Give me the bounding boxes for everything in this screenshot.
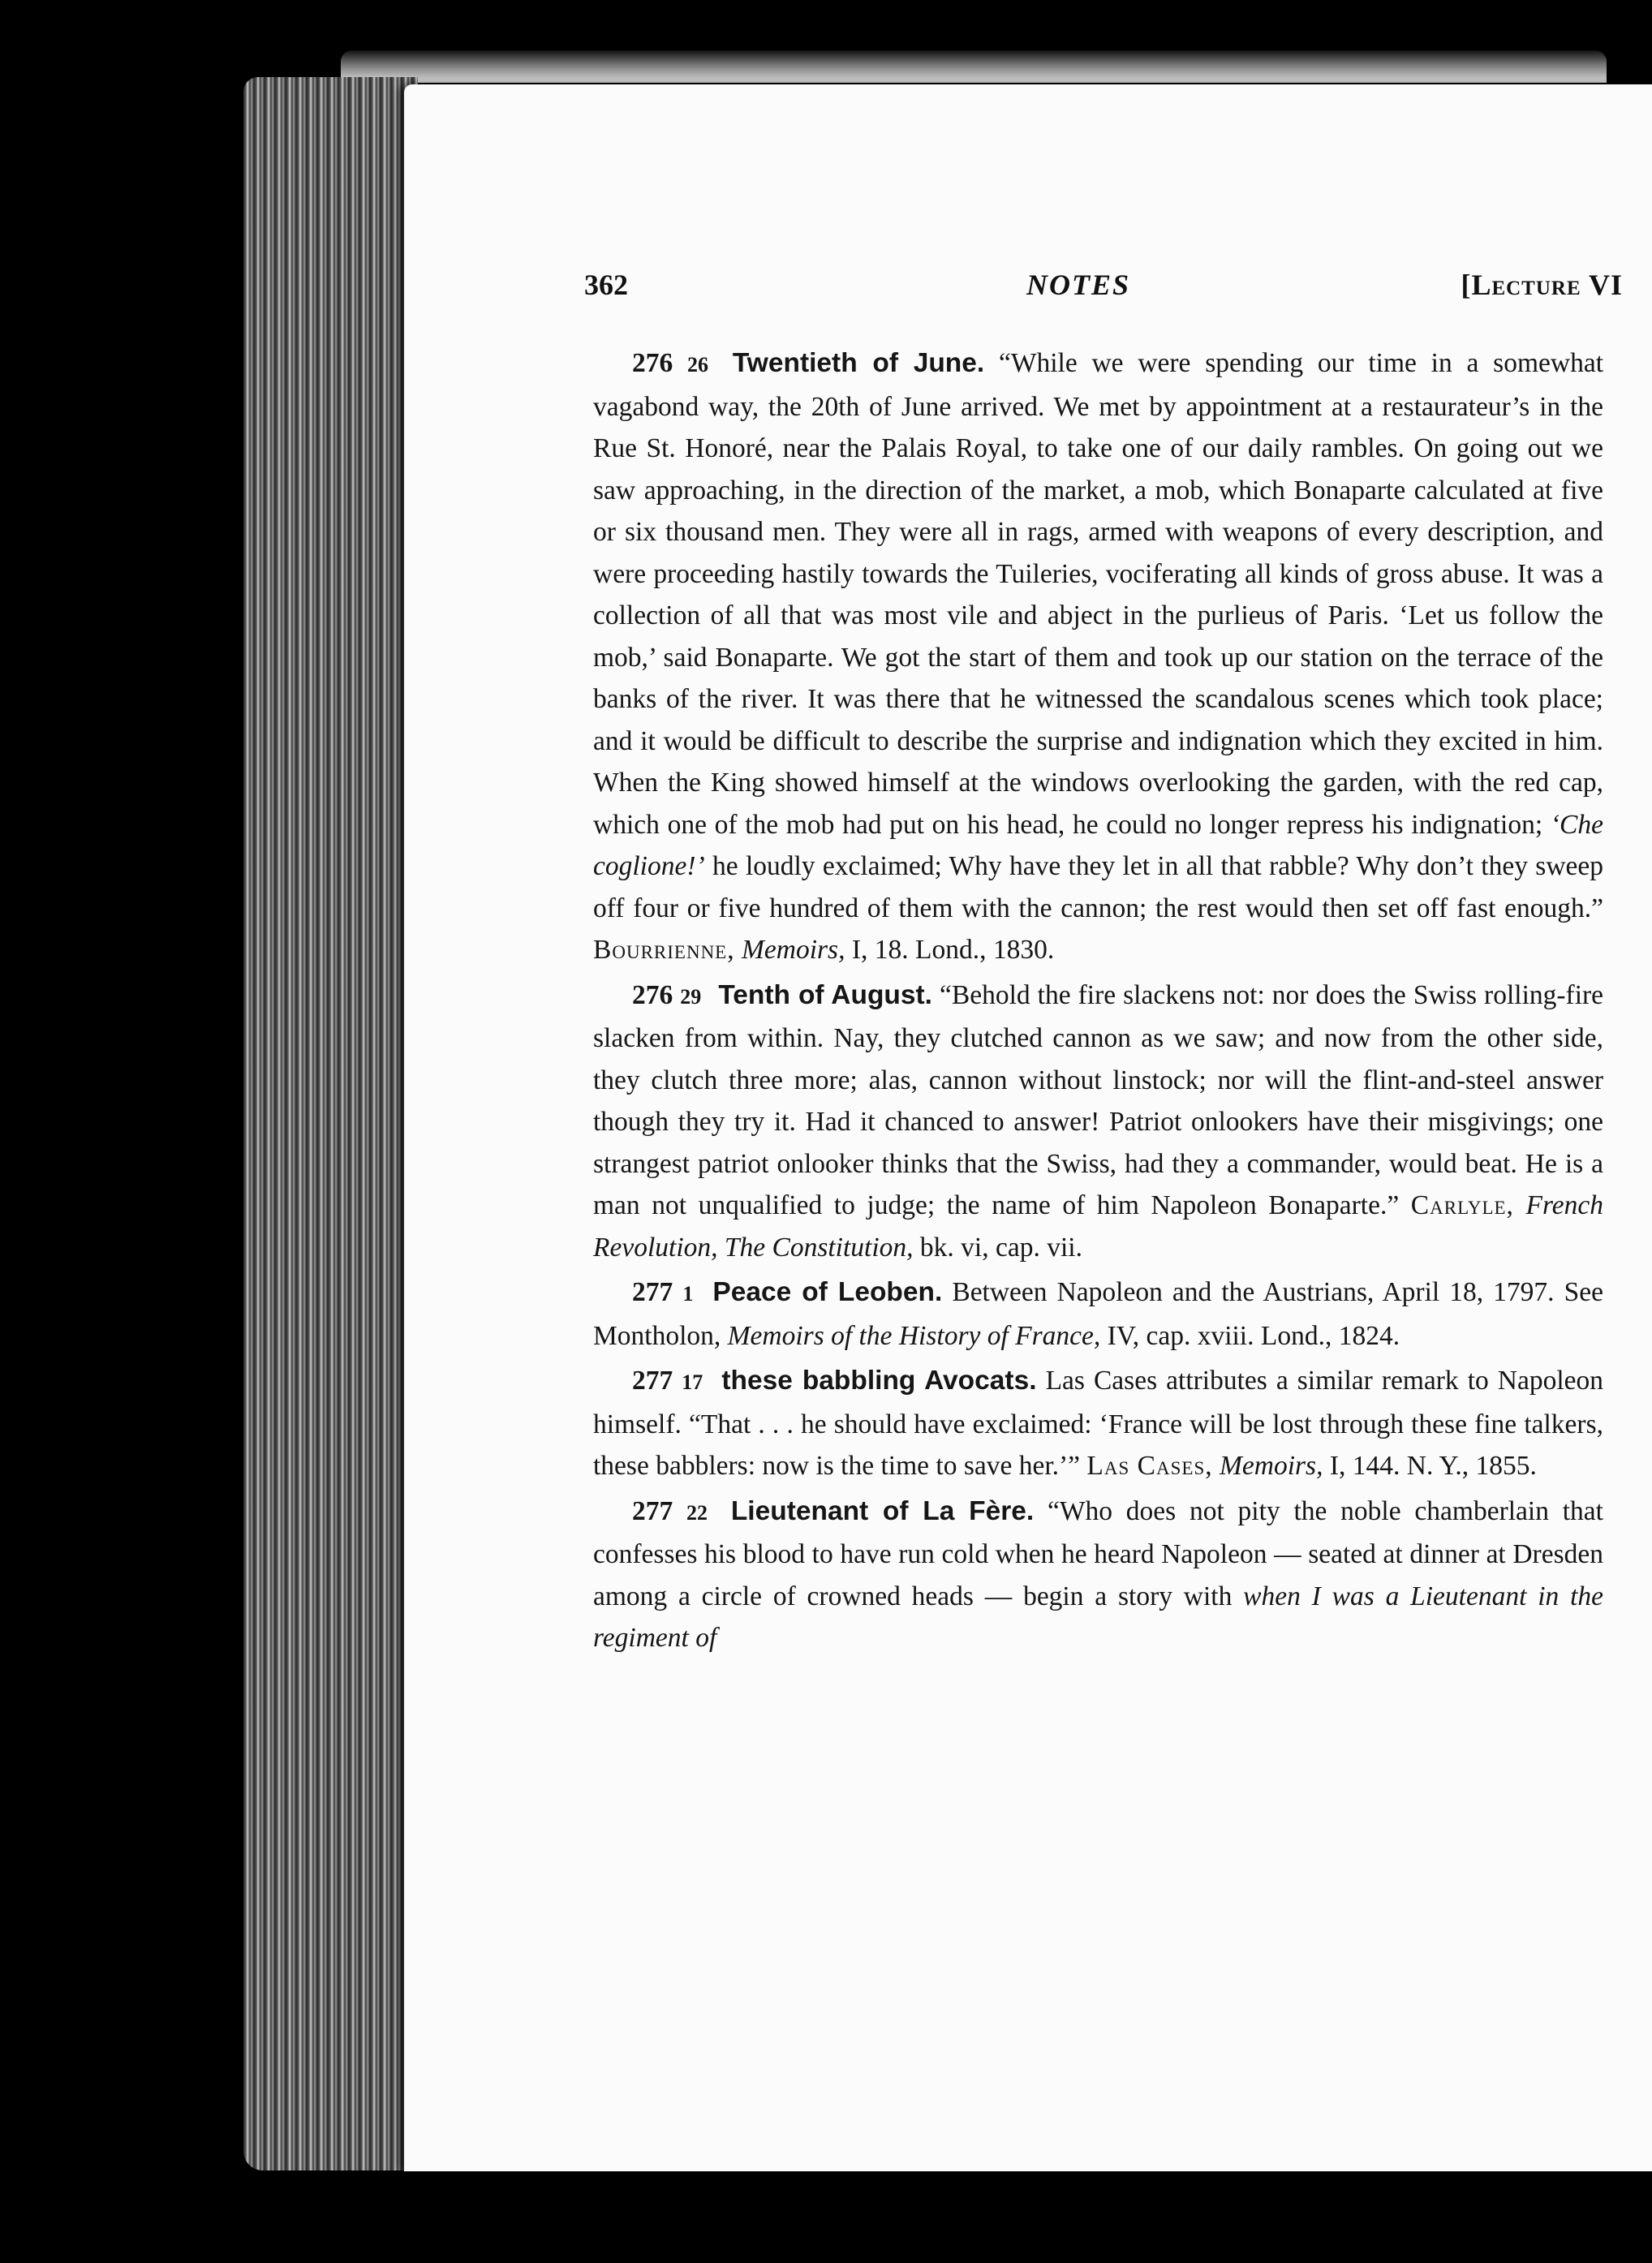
note-citation: bk. vi, cap. vii. [919,1232,1082,1263]
note-author: Carlyle, [1410,1190,1514,1220]
note-ref: 277 17 [632,1366,703,1396]
note-work: Memoirs, [1220,1451,1323,1481]
notes-body [593,342,1603,1663]
note-text: “Who does not pity the noble chamberlain that confesses his blood to have run cold when he heard Napoleon — seated at dinner at Dresden among a circle of crowned heads — begin a story with [593,1495,1603,1611]
note-text: Between Napoleon and the Austrians, April 18, 1797. See Montholon, [593,1277,1603,1351]
note-work: Memoirs, [741,935,845,965]
note-text: Las Cases attributes a similar remark to Napoleon himself. “That . . . he should have exclaimed: ‘France will be lost through these fine talkers, these babblers: now is the time to save her.’” [593,1366,1604,1481]
note-peace-of-leoben [593,1271,1603,1357]
note-author: Las Cases, [1086,1451,1213,1481]
note-work: French Revolution, The Constitution, [593,1190,1604,1263]
note-ref: 277 22 [632,1495,708,1526]
book-top-edge [341,50,1607,83]
book-page [404,84,1652,2171]
note-ref: 276 26 [632,348,709,378]
note-tenth-of-august [593,974,1603,1269]
section-label: [Lecture VI [1461,269,1623,301]
note-twentieth-of-june [593,342,1603,971]
note-babbling-avocats [593,1360,1603,1487]
note-ref: 276 29 [632,979,702,1010]
page-number: 362 [584,269,628,301]
note-quote-end: he loudly exclaimed; Why have they let in all that rabble? Why don’t they sweep off four or five hundred of them with the cannon; the rest would then set off fast enough.” [593,851,1603,923]
note-quote-italic: ‘Che coglione!’ [593,809,1604,881]
note-author: Bourrienne, [593,935,735,965]
note-heading: Tenth of August. [718,979,932,1010]
note-lieutenant-of-la-fere [593,1491,1603,1659]
book-fore-edge [243,77,418,2171]
note-citation: IV, cap. xviii. Lond., 1824. [1107,1320,1400,1351]
note-citation: I, 18. Lond., 1830. [851,935,1055,965]
note-heading: Peace of Leoben. [712,1277,943,1307]
note-heading: Lieutenant of La Fère. [730,1495,1035,1526]
note-text-italic: when I was a Lieutenant in the regiment of [593,1581,1604,1653]
note-work: Memoirs of the History of France, [727,1320,1101,1351]
note-heading: these babbling Avocats. [721,1366,1037,1396]
note-heading: Twentieth of June. [732,348,985,378]
running-header [584,268,1623,308]
note-ref: 277 1 [632,1277,694,1307]
running-title: NOTES [1026,269,1131,301]
note-quote: “Behold the fire slackens not: nor does the Swiss rolling-fire slacken from within. Nay, they clutched cannon as we saw; and now from the other side, they clutch three more; alas, cannon without linstock; nor will the flint-and-steel answer though they try it. Had it chanced to answer! Patriot onlookers have their misgivings; one strangest patriot onlooker thinks that the Swiss, had they a commander, would beat. He is a man not unqualified to judge; the name of him Napoleon Bonaparte.” [593,979,1604,1220]
note-quote: “While we were spending our time in a somewhat vagabond way, the 20th of June arrived. We met by appointment at a restaurateur’s in the Rue St. Honoré, near the Palais Royal, to take one of our daily rambles. On going out we saw approaching, in the direction of the market, a mob, which Bonaparte calculated at five or six thousand men. They were all in rags, armed with weapons of every description, and were proceeding hastily towards the Tuileries, vociferating all kinds of gross abuse. It was a collection of all that was most vile and abject in the purlieus of Paris. ‘Let us follow the mob,’ said Bonaparte. We got the start of them and took up our station on the terrace of the banks of the river. It was there that he witnessed the scandalous scenes which took place; and it would be difficult to describe the surprise and indignation which they excited in him. When the King showed himself at the windows overlooking the garden, with the red cap, which one of the mob had put on his head, he could no longer repress his indignation; [593,348,1604,840]
note-citation: I, 144. N. Y., 1855. [1329,1451,1537,1481]
